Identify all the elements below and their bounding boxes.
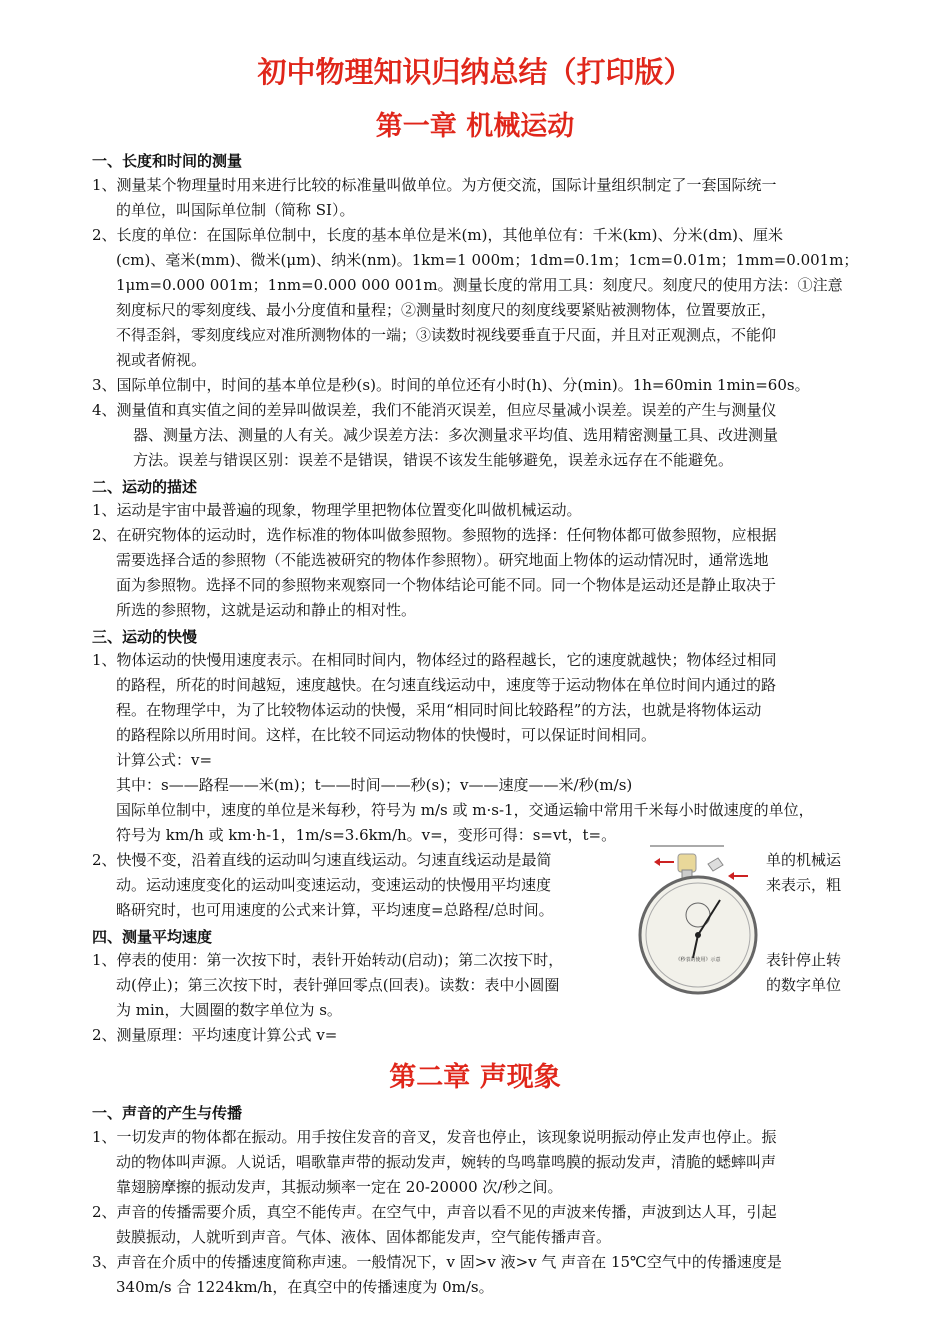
chapter-1-title: 第一章 机械运动 xyxy=(375,111,575,142)
formula-line: 计算公式：v= xyxy=(116,751,213,769)
text-line: 符号为 km/h 或 km·h-1，1m/s=3.6km/h。v=，变形可得：s=vt，t=。 xyxy=(116,826,617,844)
text-line-right: 的数字单位 xyxy=(766,976,842,994)
document-title: 初中物理知识归纳总结（打印版） xyxy=(257,55,693,89)
text-line: 3、国际单位制中，时间的基本单位是秒(s)。时间的单位还有小时(h)、分(min)。1h=60min 1min=60s。 xyxy=(92,376,810,394)
text-line: 的路程，所花的时间越短，速度越快。在匀速直线运动中，速度等于运动物体在单位时间内通过的路 xyxy=(116,676,777,694)
section-heading: 一、声音的产生与传播 xyxy=(92,1104,243,1122)
text-line: 4、测量值和真实值之间的差异叫做误差，我们不能消灭误差，但应尽量减小误差。误差的产生与测量仪 xyxy=(92,401,777,419)
text-line-right: 单的机械运 xyxy=(766,851,842,869)
chapter-2-title: 第二章 声现象 xyxy=(389,1062,561,1093)
text-line: 2、快慢不变，沿着直线的运动叫匀速直线运动。匀速直线运动是最简 xyxy=(92,851,552,869)
text-line: 3、声音在介质中的传播速度简称声速。一般情况下，v 固>v 液>v 气 声音在 15℃空气中的传播速度是 xyxy=(92,1253,782,1271)
text-line: 的路程除以所用时间。这样，在比较不同运动物体的快慢时，可以保证时间相同。 xyxy=(116,726,657,744)
text-line-right: 表针停止转 xyxy=(766,951,842,969)
text-line: 面为参照物。选择不同的参照物来观察同一个物体结论可能不同。同一个物体是运动还是静止取决于 xyxy=(116,576,777,594)
stopwatch-icon xyxy=(638,840,758,1000)
section-heading: 二、运动的描述 xyxy=(92,478,198,496)
stopwatch-caption: 《秒表的使用》示意 xyxy=(675,957,721,963)
text-line: 动的物体叫声源。人说话，唱歌靠声带的振动发声，婉转的鸟鸣靠鸣膜的振动发声，清脆的蟋蟀叫声 xyxy=(116,1153,777,1171)
text-line: 靠翅膀摩擦的振动发声，其振动频率一定在 20-20000 次/秒之间。 xyxy=(116,1178,563,1196)
text-line: 动(停止)；第三次按下时，表针弹回零点(回表)。读数：表中小圆圈 xyxy=(116,976,560,994)
text-line: 程。在物理学中，为了比较物体运动的快慢，采用“相同时间比较路程”的方法，也就是将物体运动 xyxy=(116,701,762,719)
section-heading: 一、长度和时间的测量 xyxy=(92,152,243,170)
text-line: 不得歪斜，零刻度线应对准所测物体的一端；③读数时视线要垂直于尺面，并且对正观测点，不能仰 xyxy=(116,326,777,344)
section-heading: 四、测量平均速度 xyxy=(92,928,213,946)
text-line-right: 来表示，粗 xyxy=(766,876,842,894)
text-line: 2、声音的传播需要介质，真空不能传声。在空气中，声音以看不见的声波来传播，声波到达人耳，引起 xyxy=(92,1203,777,1221)
text-line: 方法。误差与错误区别：误差不是错误，错误不该发生能够避免，误差永远存在不能避免。 xyxy=(133,451,734,469)
text-line: 其中：s——路程——米(m)；t——时间——秒(s)；v——速度——米/秒(m/s) xyxy=(116,776,633,794)
text-line: 1、运动是宇宙中最普遍的现象，物理学里把物体位置变化叫做机械运动。 xyxy=(92,501,582,519)
text-line: 为 min，大圆圈的数字单位为 s。 xyxy=(116,1001,342,1019)
text-line: 1、一切发声的物体都在振动。用手按住发音的音叉，发音也停止，该现象说明振动停止发声也停止。振 xyxy=(92,1128,777,1146)
text-line: 国际单位制中，速度的单位是米每秒，符号为 m/s 或 m·s-1，交通运输中常用千米每小时做速度的单位， xyxy=(116,801,814,819)
text-line: 所选的参照物，这就是运动和静止的相对性。 xyxy=(116,601,417,619)
text-line: 340m/s 合 1224km/h，在真空中的传播速度为 0m/s。 xyxy=(116,1278,494,1296)
text-line: 1、物体运动的快慢用速度表示。在相同时间内，物体经过的路程越长，它的速度就越快；物体经过相同 xyxy=(92,651,777,669)
text-line: (cm)、毫米(mm)、微米(μm)、纳米(nm)。1km=1 000m；1dm=0.1m；1cm=0.01m；1mm=0.001m； xyxy=(116,251,859,269)
text-line: 2、长度的单位：在国际单位制中，长度的基本单位是米(m)，其他单位有：千米(km)、分米(dm)、厘米 xyxy=(92,226,784,244)
text-line: 动。运动速度变化的运动叫变速运动，变速运动的快慢用平均速度 xyxy=(116,876,552,894)
text-line: 1μm=0.000 001m；1nm=0.000 000 001m。测量长度的常用工具：刻度尺。刻度尺的使用方法：①注意 xyxy=(116,276,843,294)
text-line: 器、测量方法、测量的人有关。减少误差方法：多次测量求平均值、选用精密测量工具、改进测量 xyxy=(133,426,779,444)
section-heading: 三、运动的快慢 xyxy=(92,628,198,646)
text-line: 的单位，叫国际单位制（简称 SI）。 xyxy=(116,201,355,219)
stopwatch-illustration xyxy=(638,840,758,1000)
text-line: 1、测量某个物理量时用来进行比较的标准量叫做单位。为方便交流，国际计量组织制定了一套国际统一 xyxy=(92,176,777,194)
text-line: 视或者俯视。 xyxy=(116,351,207,369)
text-line: 2、在研究物体的运动时，选作标准的物体叫做参照物。参照物的选择：任何物体都可做参照物，应根据 xyxy=(92,526,777,544)
text-line: 1、停表的使用：第一次按下时，表针开始转动(启动)；第二次按下时， xyxy=(92,951,564,969)
text-line: 需要选择合适的参照物（不能选被研究的物体作参照物）。研究地面上物体的运动情况时，通常选地 xyxy=(116,551,769,569)
formula-line: 2、测量原理：平均速度计算公式 v= xyxy=(92,1026,338,1044)
text-line: 刻度标尺的零刻度线、最小分度值和量程；②测量时刻度尺的刻度线要紧贴被测物体，位置要放正， xyxy=(116,301,777,319)
text-line: 略研究时，也可用速度的公式来计算，平均速度=总路程/总时间。 xyxy=(116,901,554,919)
text-line: 鼓膜振动，人就听到声音。气体、液体、固体都能发声，空气能传播声音。 xyxy=(116,1228,612,1246)
